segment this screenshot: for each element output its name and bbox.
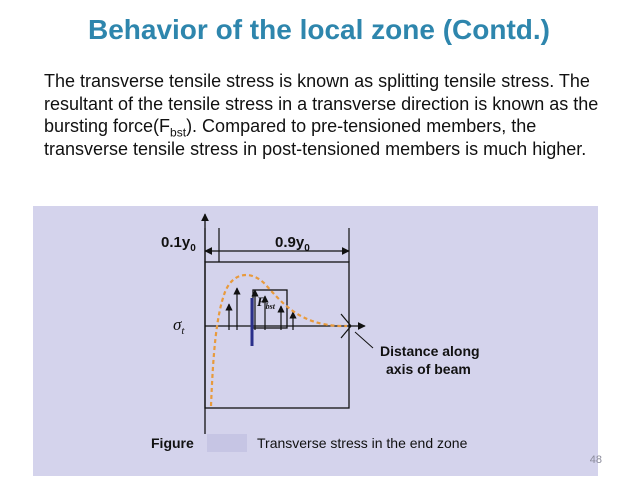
dimension-small-label: $0.1y_0$ xyxy=(161,234,196,254)
paragraph-text-2: ). Compared to pre-tensioned members, the transverse tensile stress in post-tensioned members is much higher. xyxy=(44,116,587,159)
sigma-label: $\sigma_t$ xyxy=(173,315,185,337)
caption-text: Transverse stress in the end zone xyxy=(257,435,468,451)
paragraph-subscript: bst xyxy=(170,125,187,140)
beam-outline xyxy=(205,262,349,408)
figure-panel xyxy=(33,206,598,476)
body-paragraph xyxy=(44,70,614,160)
slide-number: 48 xyxy=(589,454,602,466)
caption-placeholder xyxy=(207,434,247,452)
distance-label-line1: Distance along xyxy=(380,343,480,359)
paragraph-text-1: The transverse tensile stress is known as splitting tensile stress. The resultant of the tensile stress in a transverse direction is known as the bursting force(F xyxy=(44,71,599,136)
caption-label: Figure xyxy=(151,435,194,451)
distance-label-line2: axis of beam xyxy=(386,361,471,377)
distance-leader xyxy=(355,332,373,348)
bursting-force-label: $F_{bst}$ xyxy=(257,294,276,311)
dimension-large-label: $0.9y_0$ xyxy=(275,234,310,254)
slide-title: Behavior of the local zone (Contd.) xyxy=(87,14,550,45)
stress-diagram xyxy=(33,206,598,476)
stress-curve xyxy=(211,275,347,406)
